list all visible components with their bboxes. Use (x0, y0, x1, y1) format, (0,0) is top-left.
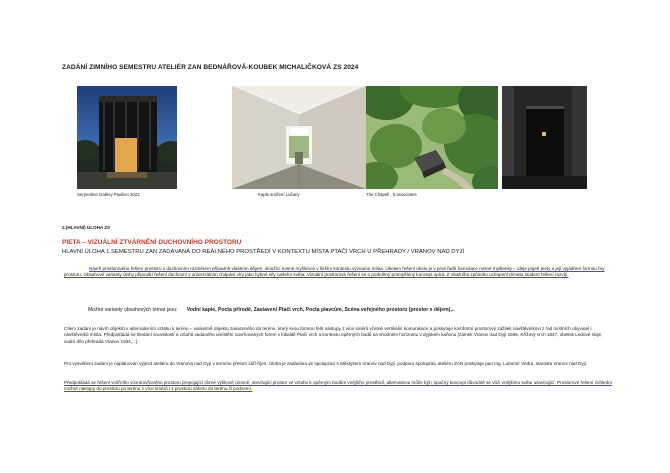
photo-caption: Kaple smíření Lučany (258, 192, 300, 197)
themes-label: Možné varianty obsahových témat jsou: (88, 307, 178, 313)
document-title: ZADÁNÍ ZIMNÍHO SEMESTRU ATELIÉR ZAN BEDNÁŘOVÁ-KOUBEK MICHALIČKOVÁ ZS 2024 (62, 64, 359, 71)
themes-line (88, 307, 455, 313)
photo-caption: The Chapell , 5.associates (366, 192, 417, 197)
themes-value: Vodní kaple, Pocta přírodě, Zastavení Ptačí vrch, Pocta plavcům, Scéna veřejného prostoru (prostor s dějem),.. (186, 307, 455, 313)
cooperation-paragraph: Pro vysvětlení zadání je naplánován výjezd ateliéru do Vranova nad Dyjí v termínu přelom září-říjen. Úloha je zadávána ve spolupráci s Městysem Vranov nad Dyjí, podporu spolupráci ateliéru ZAN poskytuje pan Ing. Lubomír Vedra, starosta Vranov nad Dyjí. (64, 361, 588, 366)
goal-paragraph: Cílem zadání je návrh objektů v alternativním vztahu k terénu – variantně objektu zasazeného do terénu, který svou formou řeší nástupy z více směrů včetně vertikální komunikace a poskytuje komfortní prostorový zážitek návštěvníkovi z řad místních obyvatel i návštěvníků místa. Předpokládá se hledání souvislostí a vztahů zadaného umístění navrhovaných forem v lokalitě Ptačí vrch a kontextu opěrných bodů na shodném horizontu v dyjském kaňonu (zámek Vranov nad Dyjí 1665, Křížový vrch 1847, obelisk Ledové sluje, vodní dílo přehrada Vranov 1934,...). (64, 326, 603, 344)
section-label: 2.(HLAVNÍ) ÚLOHA ZS (62, 225, 111, 230)
photo-dark-door (502, 86, 587, 189)
photo-caption: Serpentine Gallery Pavilion 2022 (77, 192, 140, 197)
section-subheading: HLAVNÍ ÚLOHA 1.SEMESTRU ZAN ZADÁVANÁ DO REÁLNÉHO PROSTŘEDÍ V KONTEXTU MÍSTA PTAČÍ VRCH U PŘEHRADY / VRANOV NAD DYJÍ (62, 249, 465, 255)
assumption-paragraph: Předpokládá se řešení vnitřního víceúrovňového prostoru propojující různé výškové úrovně, otevírající prostor ve vztahu k opěrným bodům vnějšího prostředí, alternativou může být i opačný koncept důvodně se vůči vnějšímu světu uzavírající. Prostorové řešení zohlední možné nástupy do prostoru po terénu z více směrů i z prostoru zářezu do terénu či podzemí. (64, 380, 612, 392)
photo-serpentine-pavilion (77, 86, 177, 189)
photo-the-chapell (366, 86, 498, 189)
photo-kaple-lucany (232, 86, 366, 189)
section-heading: PIETA – VIZUÁLNÍ ZTVÁRNĚNÍ DUCHOVNÍHO PROSTORU (62, 239, 242, 246)
intro-paragraph: Návrh prostorového řešení prostoru s duchovním rozměrem případně vlastním dějem, sloužící nosné myšlence v širším kontextu významu místa. Úkolem řešení úkolu je v prvé řadě formulace nosné myšlenky – ideje pojetí piety a její vyjádření formou hry prostoru. Obsahové varianty úlohy připouští řešení duchovní v univerzálním chápání víry jako hybné síly našeho světa. Vizuální prostorové řešení se o podnětný promyšlený koncept opírá. Z vlastního způsobu uchopení tématu student řešení rozvíjí. (64, 266, 605, 278)
